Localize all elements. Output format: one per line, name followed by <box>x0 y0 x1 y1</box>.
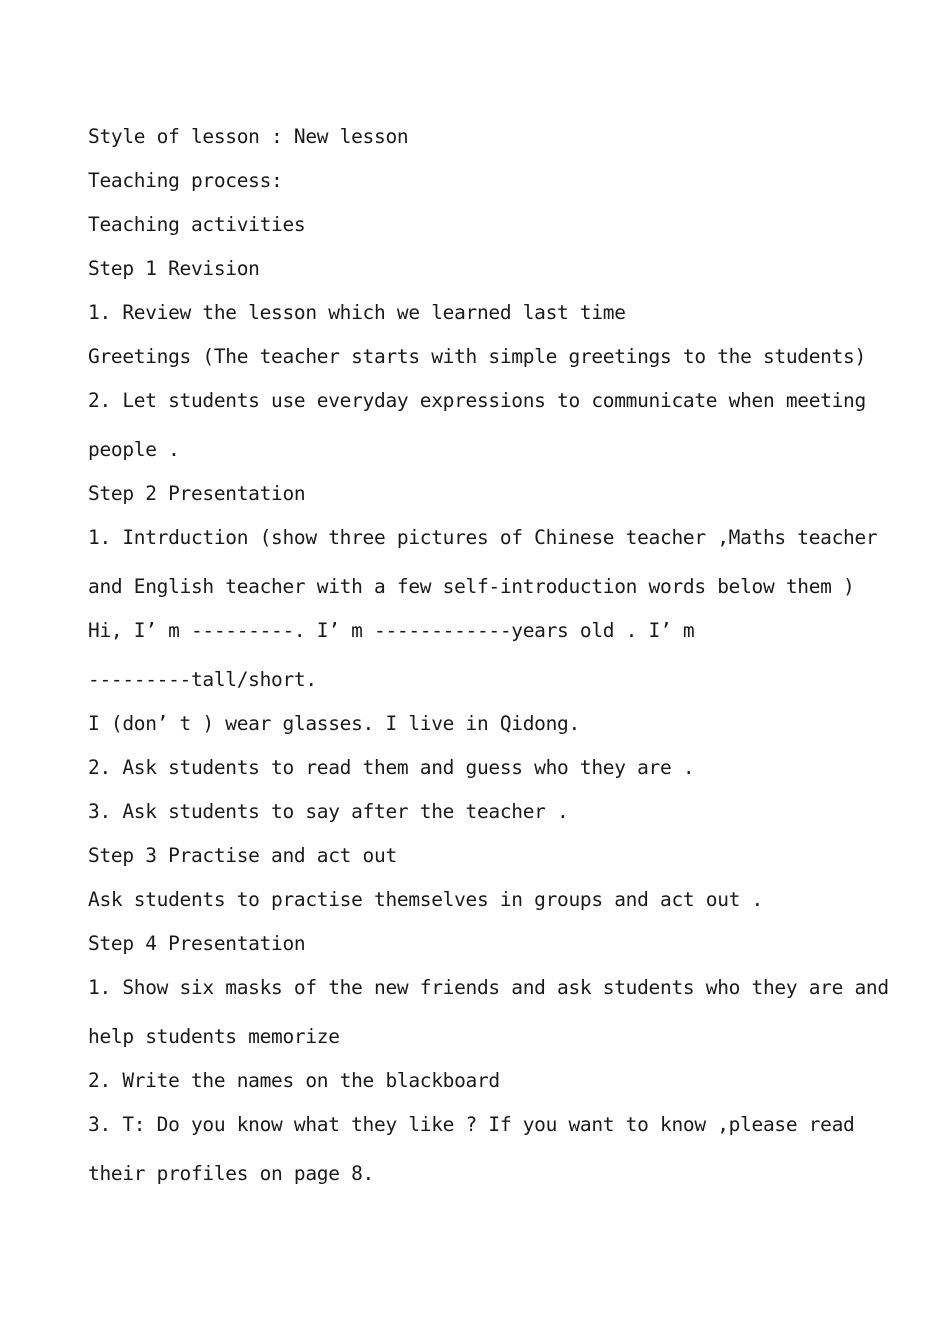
text-line: 2. Ask students to read them and guess who they are . <box>88 756 695 779</box>
step-2-heading: Step 2 Presentation <box>88 482 306 505</box>
text-line: 2. Let students use everyday expressions to communicate when meeting <box>88 389 866 412</box>
text-line: help students memorize <box>88 1025 340 1048</box>
text-line: 1. Intrduction (show three pictures of Chinese teacher ,Maths teacher <box>88 526 878 549</box>
teaching-process-heading: Teaching process: <box>88 169 283 192</box>
text-line: 1. Review the lesson which we learned last time <box>88 301 626 324</box>
teaching-activities-heading: Teaching activities <box>88 213 306 236</box>
text-line: Greetings (The teacher starts with simple greetings to the students) <box>88 345 866 368</box>
text-line: Ask students to practise themselves in groups and act out . <box>88 888 763 911</box>
text-line: 2. Write the names on the blackboard <box>88 1069 500 1092</box>
text-line: 1. Show six masks of the new friends and ask students who they are and <box>88 976 889 999</box>
text-line: I (don’ t ) wear glasses. I live in Qidong. <box>88 712 580 735</box>
text-line: ---------tall/short. <box>88 668 317 691</box>
lesson-style-line: Style of lesson : New lesson <box>88 125 409 148</box>
text-line: their profiles on page 8. <box>88 1162 375 1185</box>
step-4-heading: Step 4 Presentation <box>88 932 306 955</box>
text-line: people . <box>88 438 180 461</box>
step-1-heading: Step 1 Revision <box>88 257 260 280</box>
text-line: and English teacher with a few self-introduction words below them ) <box>88 575 855 598</box>
text-line: Hi, I’ m ---------. I’ m ------------years old . I’ m <box>88 619 695 642</box>
text-line: 3. Ask students to say after the teacher . <box>88 800 569 823</box>
text-line: 3. T: Do you know what they like ? If you want to know ,please read <box>88 1113 855 1136</box>
step-3-heading: Step 3 Practise and act out <box>88 844 397 867</box>
